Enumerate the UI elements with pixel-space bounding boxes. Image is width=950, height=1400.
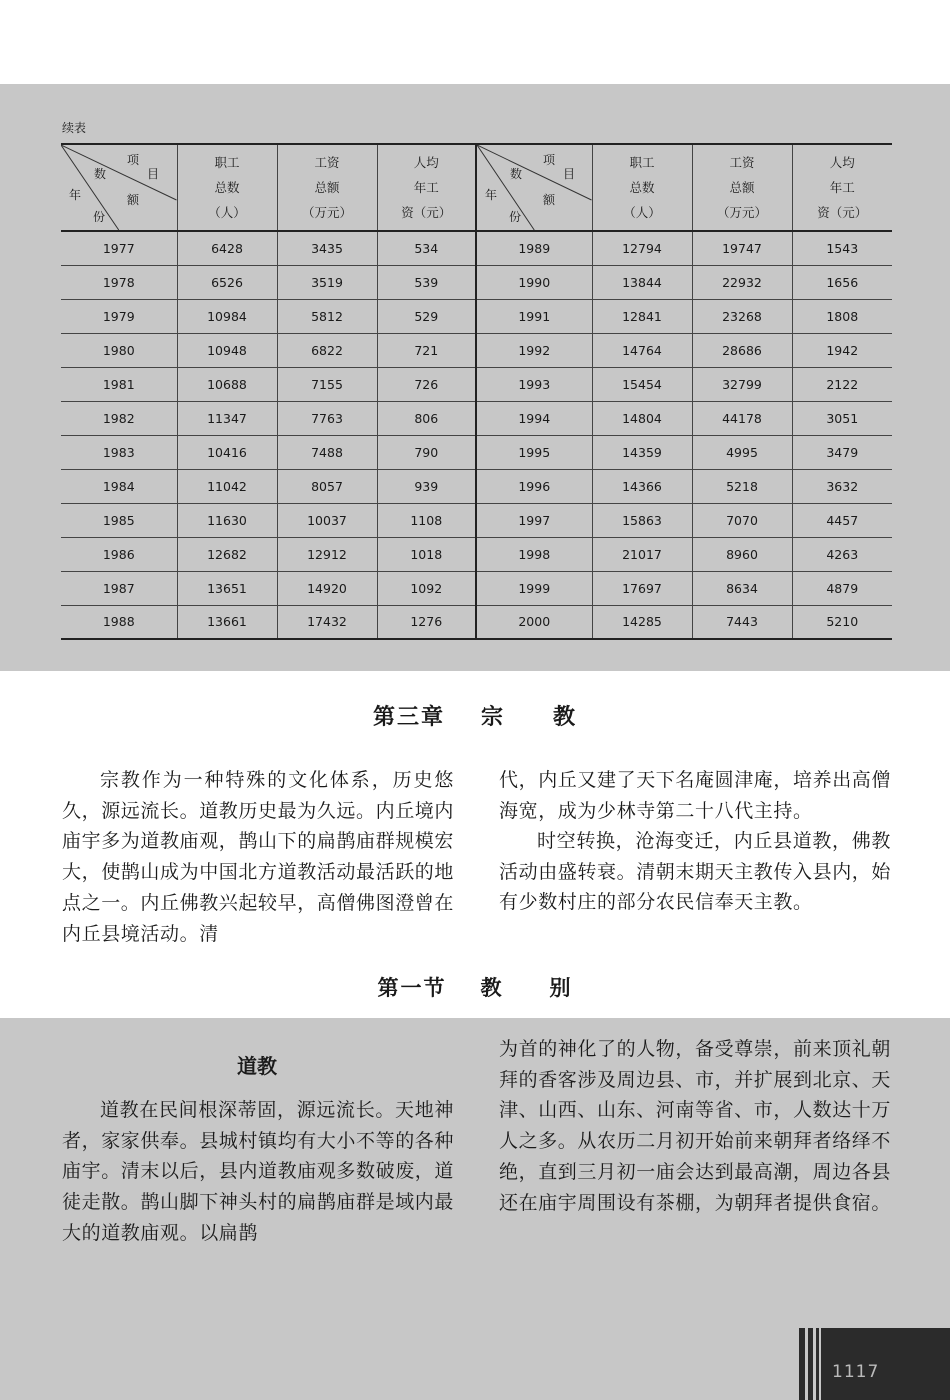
table-cell: 534 <box>377 231 476 265</box>
table-cell: 44178 <box>692 401 792 435</box>
table-cell: 12912 <box>277 537 377 571</box>
table-cell: 7488 <box>277 435 377 469</box>
table-cell: 1989 <box>476 231 592 265</box>
table-cell: 721 <box>377 333 476 367</box>
table-cell: 1987 <box>61 571 177 605</box>
table-cell: 1999 <box>476 571 592 605</box>
table-cell: 17432 <box>277 605 377 639</box>
table-cell: 10037 <box>277 503 377 537</box>
intro-paragraph-right: 时空转换，沧海变迁，内丘县道教，佛教活动由盛转衰。清朝末期天主教传入县内，始有少数村庄的部分农民信奉天主教。 <box>499 830 892 914</box>
table-cell: 1994 <box>476 401 592 435</box>
table-cell: 1986 <box>61 537 177 571</box>
table-header-row <box>61 144 892 231</box>
table-cell: 11042 <box>177 469 277 503</box>
table-row <box>61 469 892 503</box>
table-cell: 1978 <box>61 265 177 299</box>
header-wage-total <box>277 144 377 231</box>
taoism-heading: 道教 <box>237 1054 277 1078</box>
table-cell: 7443 <box>692 605 792 639</box>
diag-row-char: 年 <box>485 188 498 202</box>
table-cell: 8057 <box>277 469 377 503</box>
table-cell: 1998 <box>476 537 592 571</box>
table-cell: 1992 <box>476 333 592 367</box>
table-cell: 1991 <box>476 299 592 333</box>
table-cell: 1018 <box>377 537 476 571</box>
table-cell: 11347 <box>177 401 277 435</box>
header-line: 年工 <box>829 180 855 195</box>
table-cell: 22932 <box>692 265 792 299</box>
header-avg-wage <box>792 144 892 231</box>
table-cell: 1988 <box>61 605 177 639</box>
table-cell: 28686 <box>692 333 792 367</box>
table-row <box>61 299 892 333</box>
header-line: （万元） <box>301 205 352 220</box>
header-line: 资（元） <box>401 205 452 220</box>
table-cell: 15454 <box>592 367 692 401</box>
table-cell: 3479 <box>792 435 892 469</box>
diag-row-char: 份 <box>509 210 522 224</box>
intro-paragraph-left: 宗教作为一种特殊的文化体系，历史悠久，源远流长。道教历史最为久远。内丘境内庙宇多为道教庙观，鹊山下的扁鹊庙群规模宏大，使鹊山成为中国北方道教活动最活跃的地点之一。内丘佛教兴起较早，高僧佛图澄曾在内丘县境活动。清 <box>62 769 455 945</box>
table-cell: 4263 <box>792 537 892 571</box>
table-cell: 806 <box>377 401 476 435</box>
table-cell: 1993 <box>476 367 592 401</box>
header-employees <box>177 144 277 231</box>
table-cell: 1092 <box>377 571 476 605</box>
table-cell: 13844 <box>592 265 692 299</box>
table-cell: 3435 <box>277 231 377 265</box>
table-cell: 7763 <box>277 401 377 435</box>
table-cell: 1979 <box>61 299 177 333</box>
table-row <box>61 401 892 435</box>
table-cell: 10948 <box>177 333 277 367</box>
header-line: 人均 <box>829 155 855 170</box>
table-cell: 2000 <box>476 605 592 639</box>
table-cell: 5812 <box>277 299 377 333</box>
header-line: 人均 <box>413 155 439 170</box>
table-cell: 10984 <box>177 299 277 333</box>
table-row <box>61 537 892 571</box>
table-cell: 3051 <box>792 401 892 435</box>
diag-val-char: 额 <box>543 193 556 207</box>
table-cell: 12794 <box>592 231 692 265</box>
table-row <box>61 571 892 605</box>
table-cell: 1276 <box>377 605 476 639</box>
table-cell: 14804 <box>592 401 692 435</box>
table-cell: 726 <box>377 367 476 401</box>
table-cell: 1808 <box>792 299 892 333</box>
table-cell: 8634 <box>692 571 792 605</box>
header-line: 总数 <box>629 180 655 195</box>
table-cell: 1990 <box>476 265 592 299</box>
header-line: 资（元） <box>817 205 868 220</box>
table-row <box>61 333 892 367</box>
table-cell: 1985 <box>61 503 177 537</box>
table-cell: 12841 <box>592 299 692 333</box>
table-cell: 19747 <box>692 231 792 265</box>
table-cell: 17697 <box>592 571 692 605</box>
diag-row-char: 年 <box>69 188 82 202</box>
header-line: （人） <box>623 205 661 220</box>
diag-val-char: 数 <box>94 167 107 181</box>
table-row <box>61 503 892 537</box>
table-cell: 1656 <box>792 265 892 299</box>
table-cell: 1108 <box>377 503 476 537</box>
table-cell: 10688 <box>177 367 277 401</box>
section-name: 教 别 <box>480 975 573 1000</box>
table-cell: 4457 <box>792 503 892 537</box>
table-cell: 14920 <box>277 571 377 605</box>
header-line: 总数 <box>214 180 240 195</box>
table-row <box>61 605 892 639</box>
table-cell: 10416 <box>177 435 277 469</box>
section-title <box>0 972 950 1002</box>
table-cell: 7070 <box>692 503 792 537</box>
table-cell: 14359 <box>592 435 692 469</box>
header-line: 工资 <box>729 155 755 170</box>
table-cell: 11630 <box>177 503 277 537</box>
diag-row-char: 份 <box>93 210 106 224</box>
header-line: 总额 <box>314 180 340 195</box>
table-cell: 32799 <box>692 367 792 401</box>
table-cell: 13661 <box>177 605 277 639</box>
header-line: 总额 <box>729 180 755 195</box>
table-cell: 939 <box>377 469 476 503</box>
table-cell: 8960 <box>692 537 792 571</box>
table-cell: 4879 <box>792 571 892 605</box>
taoism-paragraph-left: 道教在民间根深蒂固，源远流长。天地神者，家家供奉。县城村镇均有大小不等的各种庙宇。清末以后，县内道教庙观多数破废，道徒走散。鹊山脚下神头村的扁鹊庙群是域内最大的道教庙观。以扁鹊 <box>62 1099 455 1244</box>
table-cell: 12682 <box>177 537 277 571</box>
table-cell: 1942 <box>792 333 892 367</box>
diag-col-char: 目 <box>563 167 576 181</box>
table-cell: 1977 <box>61 231 177 265</box>
table-cell: 1984 <box>61 469 177 503</box>
header-line: 工资 <box>314 155 340 170</box>
table-cell: 790 <box>377 435 476 469</box>
table-cell: 1983 <box>61 435 177 469</box>
chapter-number: 第三章 <box>372 704 445 730</box>
header-line: （人） <box>208 205 246 220</box>
table-cell: 1995 <box>476 435 592 469</box>
table-row <box>61 435 892 469</box>
header-line: （万元） <box>716 205 767 220</box>
chapter-name: 宗 教 <box>481 704 578 730</box>
table-cell: 539 <box>377 265 476 299</box>
table-cell: 2122 <box>792 367 892 401</box>
table-cell: 14764 <box>592 333 692 367</box>
table-cell: 529 <box>377 299 476 333</box>
header-wage-total <box>692 144 792 231</box>
table-cell: 1981 <box>61 367 177 401</box>
table-cell: 13651 <box>177 571 277 605</box>
table-cell: 23268 <box>692 299 792 333</box>
diag-val-char: 额 <box>127 193 140 207</box>
table-cell: 6526 <box>177 265 277 299</box>
table-row <box>61 367 892 401</box>
diag-val-char: 数 <box>510 167 523 181</box>
diag-col-char: 目 <box>147 167 160 181</box>
header-employees <box>592 144 692 231</box>
table-cell: 1982 <box>61 401 177 435</box>
table-cell: 1543 <box>792 231 892 265</box>
table-row <box>61 265 892 299</box>
header-line: 职工 <box>214 155 240 170</box>
page-number: 1117 <box>832 1362 880 1382</box>
table-row <box>61 231 892 265</box>
table-cell: 21017 <box>592 537 692 571</box>
diag-col-char: 项 <box>127 153 140 167</box>
table-cell: 3519 <box>277 265 377 299</box>
wage-statistics-table <box>61 143 892 640</box>
table-cell: 1997 <box>476 503 592 537</box>
table-cell: 1980 <box>61 333 177 367</box>
table-cell: 14285 <box>592 605 692 639</box>
table-cell: 7155 <box>277 367 377 401</box>
table-cell: 5218 <box>692 469 792 503</box>
table-cell: 6822 <box>277 333 377 367</box>
diagonal-header-cell <box>61 144 177 231</box>
diag-col-char: 项 <box>543 153 556 167</box>
intro-paragraph-right-continued: 代，内丘又建了天下名庵圆津庵，培养出高僧海宽，成为少林寺第二十八代主持。 <box>499 769 892 822</box>
header-avg-wage <box>377 144 476 231</box>
continued-table-label: 续表 <box>62 121 87 135</box>
table-cell: 6428 <box>177 231 277 265</box>
table-cell: 5210 <box>792 605 892 639</box>
header-line: 年工 <box>413 180 439 195</box>
table-cell: 4995 <box>692 435 792 469</box>
diagonal-header-cell <box>476 144 592 231</box>
taoism-paragraph-right: 为首的神化了的人物，备受尊崇，前来顶礼朝拜的香客涉及周边县、市，并扩展到北京、天津、山西、山东、河南等省、市，人数达十万人之多。从农历二月初开始前来朝拜者络绎不绝，直到三月初一庙会达到最高潮，周边各县还在庙宇周围设有茶棚，为朝拜者提供食宿。 <box>499 1038 892 1214</box>
table-cell: 15863 <box>592 503 692 537</box>
section-number: 第一节 <box>377 975 447 1000</box>
table-cell: 3632 <box>792 469 892 503</box>
chapter-title <box>0 700 950 731</box>
table-cell: 1996 <box>476 469 592 503</box>
header-line: 职工 <box>629 155 655 170</box>
table-cell: 14366 <box>592 469 692 503</box>
